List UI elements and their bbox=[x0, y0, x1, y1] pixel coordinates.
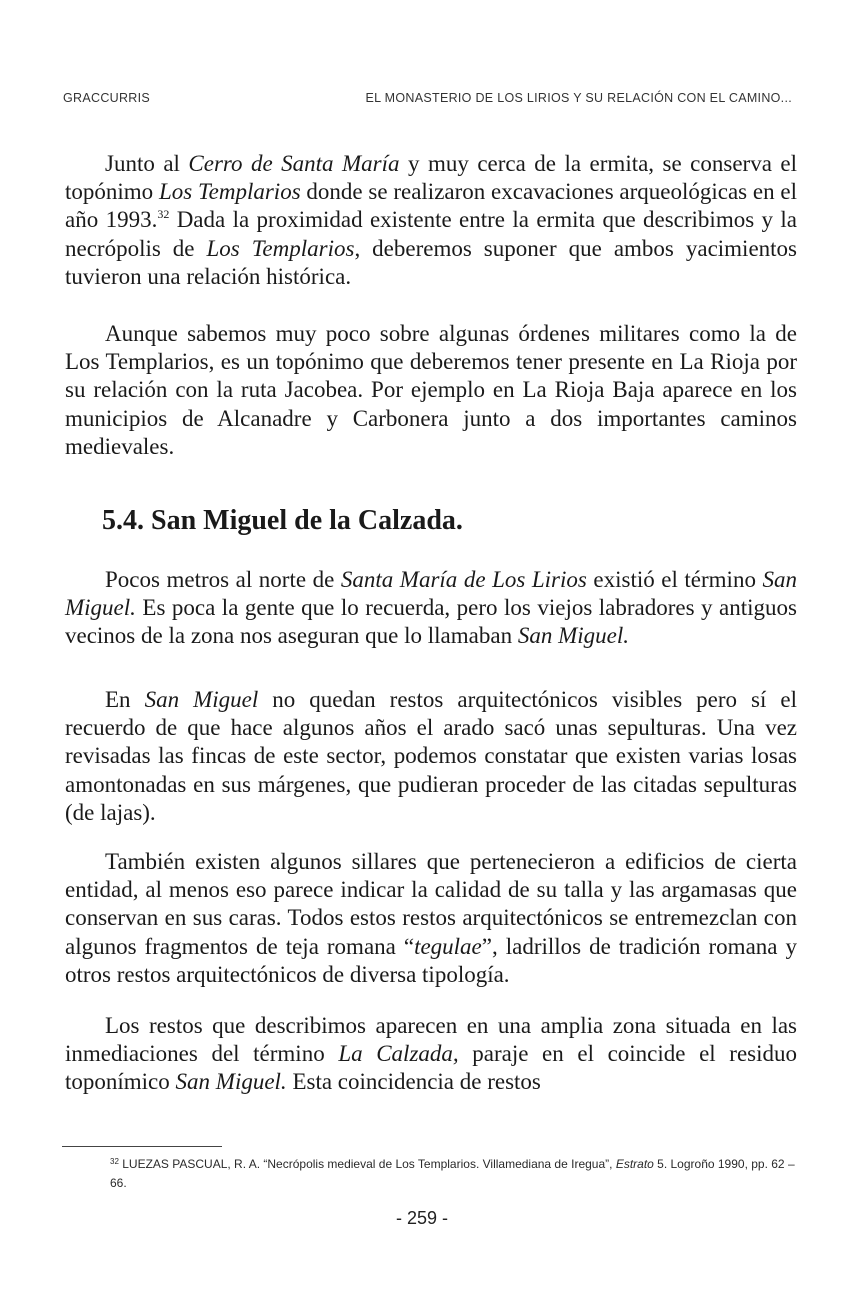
paragraph-text: Aunque sabemos muy poco sobre algunas órdenes militares como la de Los Templarios, es un topónimo que deberemos tener presente en La Rioja por su relación con la ruta Jacobea. Por ejemplo en La Rioja Baja aparece en los municipios de Alcanadre y Carbonera junto a dos importantes caminos medievales. bbox=[65, 321, 797, 459]
text: paraje en el coincide el residuo toponímico bbox=[65, 1041, 797, 1095]
paragraph-5 bbox=[65, 848, 797, 989]
paragraph-1 bbox=[65, 150, 797, 291]
footnote-text: 5. Logroño 1990, pp. 62 – 66. bbox=[110, 1157, 795, 1190]
place-name: San Miguel. bbox=[175, 1069, 287, 1095]
page-number: - 259 - bbox=[395, 1208, 449, 1228]
journal-title: Estrato bbox=[615, 1157, 654, 1171]
text: Los restos que describimos aparecen en una amplia zona situada en las inmediaciones del término bbox=[65, 1013, 797, 1067]
latin-term: tegulae bbox=[414, 933, 482, 959]
text: También existen algunos sillares que pertenecieron a edificios de cierta entidad, al menos eso parece indicar la calidad de su talla y las argamasas que conservan en sus caras. Todos estos restos arquitectónicos se entremezclan con algunos fragmentos de teja romana “ bbox=[65, 849, 797, 959]
text: donde se realizaron excavaciones arqueológicas en el año 1993. bbox=[65, 179, 797, 233]
text: existió el término bbox=[586, 567, 763, 592]
text: Dada la proximidad existente entre la ermita que describimos y la necrópolis de bbox=[65, 207, 797, 261]
footnote-32 bbox=[62, 1152, 802, 1193]
footnote-reference[interactable]: 32 bbox=[157, 207, 170, 222]
paragraph-4 bbox=[65, 686, 797, 827]
text: no quedan restos arquitectónicos visibles pero sí el recuerdo de que hace algunos años el arado sacó unas sepulturas. Una vez revisadas las fincas de este sector, podemos constatar que existen varias losas amontonadas en sus márgenes, que pudieran proceder de las citadas sepulturas (de lajas). bbox=[65, 687, 797, 825]
place-name: Los Templarios bbox=[158, 179, 301, 205]
text: Es poca la gente que lo recuerda, pero los viejos labradores y antiguos vecinos de la zona nos aseguran que lo llamaban bbox=[65, 595, 797, 649]
text: , deberemos suponer que ambos yacimientos tuvieron una relación histórica. bbox=[65, 235, 797, 289]
footnote-divider bbox=[62, 1146, 222, 1147]
running-header bbox=[63, 91, 792, 105]
footnote-text: LUEZAS PASCUAL, R. A. “Necrópolis medieval de Los Templarios. Villamediana de Iregua”, bbox=[118, 1157, 616, 1171]
paragraph-2 bbox=[65, 320, 797, 461]
footnote-mark: 32 bbox=[110, 1157, 119, 1166]
place-name: Los Templarios bbox=[206, 235, 355, 261]
place-name: San Miguel. bbox=[517, 623, 629, 649]
place-name: Santa María de Los Lirios bbox=[340, 567, 587, 592]
text: Pocos metros al norte de bbox=[105, 567, 341, 592]
place-name: Cerro de Santa María bbox=[188, 151, 400, 176]
paragraph-3 bbox=[65, 566, 797, 651]
paragraph-6 bbox=[65, 1012, 797, 1097]
place-name: La Calzada, bbox=[338, 1041, 459, 1067]
running-header-title: EL MONASTERIO DE LOS LIRIOS Y SU RELACIÓN CON EL CAMINO... bbox=[365, 91, 792, 105]
text: y muy cerca de la ermita, se conserva el topónimo bbox=[65, 151, 797, 205]
section-heading: 5.4. San Miguel de la Calzada. bbox=[102, 505, 463, 536]
text: Esta coincidencia de restos bbox=[286, 1069, 541, 1095]
place-name: San Miguel. bbox=[65, 567, 797, 621]
text: En bbox=[105, 687, 145, 712]
running-header-journal: GRACCURRIS bbox=[63, 91, 151, 105]
place-name: San Miguel bbox=[144, 687, 259, 712]
text: ”, ladrillos de tradición romana y otros restos arquitectónicos de diversa tipología. bbox=[65, 933, 797, 987]
text: Junto al bbox=[105, 151, 189, 176]
